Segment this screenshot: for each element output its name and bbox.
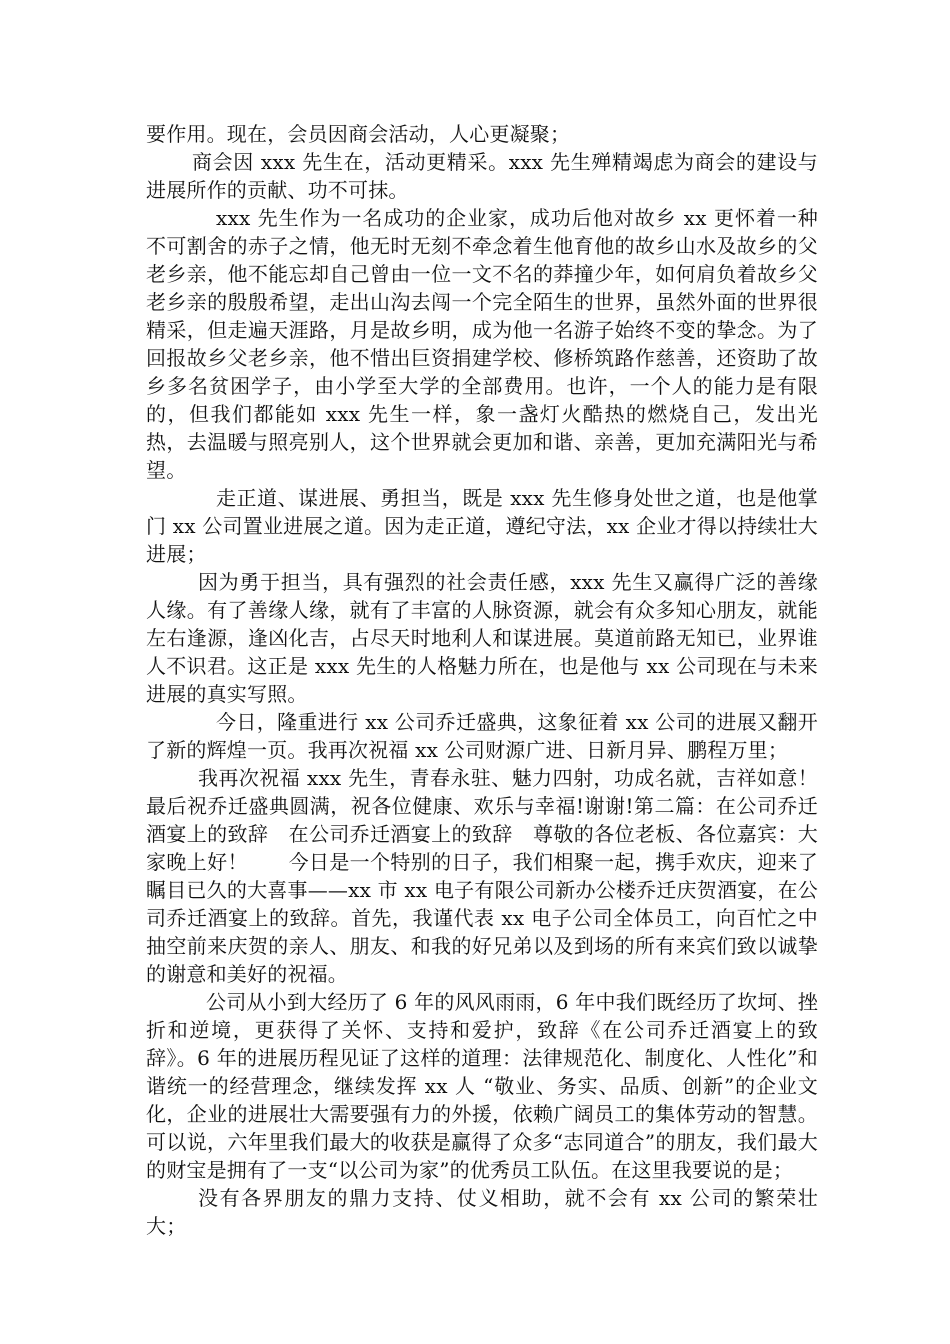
paragraph-5: 因为勇于担当，具有强烈的社会责任感，xxx 先生又赢得广泛的善缘人缘。有了善缘人缘，就有了丰富的人脉资源，就会有众多知心朋友，就能左右逢源，逢凶化吉，占尽天时地利人和谋进展。莫道前路无知已，业界谁人不识君。这正是 xxx 先生的人格魅力所在，也是他与 xx 公司现在与未来进展的真实写照。 bbox=[146, 570, 818, 706]
paragraph-3: xxx 先生作为一名成功的企业家，成功后他对故乡 xx 更怀着一种不可割舍的赤子之情，他无时无刻不牵念着生他育他的故乡山水及故乡的父老乡亲，他不能忘却自己曾由一位一文不名的莽撞少年，如何肩负着故乡父老乡亲的殷殷希望，走出山沟去闯一个完全陌生的世界，虽然外面的世界很精采，但走遍天涯路，月是故乡明，成为他一名游子始终不变的挚念。为了回报故乡父老乡亲，他不惜出巨资捐建学校、修桥筑路作慈善，还资助了故乡多名贫困学子，由小学至大学的全部费用。也许，一个人的能力是有限的，但我们都能如 xxx 先生一样，象一盏灯火酷热的燃烧自己，发出光热，去温暖与照亮别人，这个世界就会更加和谐、亲善，更加充满阳光与希望。 bbox=[146, 206, 818, 482]
paragraph-2: 商会因 xxx 先生在，活动更精采。xxx 先生殚精竭虑为商会的建设与进展所作的贡献、功不可抹。 bbox=[146, 150, 818, 202]
document-body bbox=[146, 120, 859, 1240]
paragraph-7: 我再次祝福 xxx 先生，青春永驻、魅力四射，功成名就，吉祥如意！ 最后祝乔迁盛典圆满，祝各位健康、欢乐与幸福!谢谢!第二篇：在公司乔迁酒宴上的致辞 在公司乔迁酒宴上的致辞 尊敬的各位老板、各位嘉宾：大家晚上好！ 今日是一个特别的日子，我们相聚一起，携手欢庆，迎来了瞩目已久的大喜事——xx 市 xx 电子有限公司新办公楼乔迁庆贺酒宴，在公司乔迁酒宴上的致辞。首先，我谨代表 xx 电子公司全体员工，向百忙之中抽空前来庆贺的亲人、朋友、和我的好兄弟以及到场的所有来宾们致以诚挚的谢意和美好的祝福。 bbox=[146, 766, 859, 986]
paragraph-1: 要作用。现在，会员因商会活动，人心更凝聚； bbox=[146, 122, 571, 146]
paragraph-9: 没有各界朋友的鼎力支持、仗义相助，就不会有 xx 公司的繁荣壮大； bbox=[146, 1186, 818, 1238]
paragraph-4: 走正道、谋进展、勇担当，既是 xxx 先生修身处世之道，也是他掌门 xx 公司置业进展之道。因为走正道，遵纪守法，xx 企业才得以持续壮大进展； bbox=[146, 486, 818, 566]
paragraph-6: 今日，隆重进行 xx 公司乔迁盛典，这象征着 xx 公司的进展又翻开了新的辉煌一页。我再次祝福 xx 公司财源广进、日新月异、鹏程万里； bbox=[146, 710, 818, 762]
paragraph-8: 公司从小到大经历了 6 年的风风雨雨，6 年中我们既经历了坎坷、挫折和逆境，更获得了关怀、支持和爱护，致辞《在公司乔迁酒宴上的致辞》。6 年的进展历程见证了这样的道理：法律规范化、制度化、人性化”和谐统一的经营理念，继续发挥 xx 人 “敬业、务实、品质、创新”的企业文化，企业的进展壮大需要强有力的外援，依赖广阔员工的集体劳动的智慧。可以说，六年里我们最大的收获是赢得了众多“志同道合”的朋友，我们最大的财宝是拥有了一支“以公司为家”的优秀员工队伍。在这里我要说的是； bbox=[146, 990, 818, 1182]
